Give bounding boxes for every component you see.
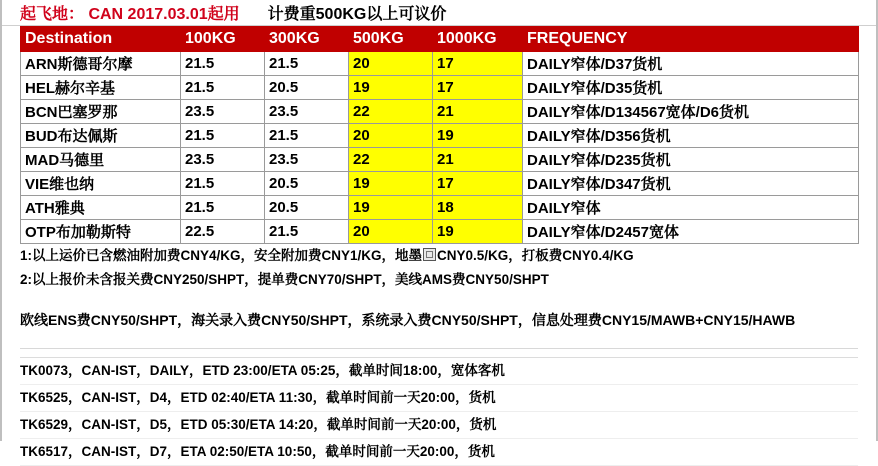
cell-100kg: 21.5 — [181, 52, 265, 76]
origin-title: 起飞地： CAN 2017.03.01起用 — [20, 6, 240, 23]
column-header-100kg: 100KG — [181, 27, 265, 52]
table-row — [21, 124, 859, 148]
cell-destination: ARN斯德哥尔摩 — [21, 52, 181, 76]
cell-100kg: 21.5 — [181, 172, 265, 196]
table-row — [21, 100, 859, 124]
cell-500kg: 20 — [349, 52, 433, 76]
cell-1000kg: 19 — [433, 220, 523, 244]
cell-frequency: DAILY窄体/D235货机 — [523, 148, 859, 172]
cell-destination: MAD马德里 — [21, 148, 181, 172]
cell-300kg: 21.5 — [265, 220, 349, 244]
column-header-frequency: FREQUENCY — [523, 27, 859, 52]
cell-500kg: 22 — [349, 100, 433, 124]
notes-spacer-2 — [20, 334, 858, 348]
clipboard-icon — [423, 248, 436, 261]
cell-1000kg: 21 — [433, 148, 523, 172]
rates-table — [20, 26, 859, 244]
cell-100kg: 21.5 — [181, 76, 265, 100]
column-header-destination: Destination — [21, 27, 181, 52]
cell-1000kg: 17 — [433, 52, 523, 76]
cell-frequency: DAILY窄体/D2457宽体 — [523, 220, 859, 244]
column-header-300kg: 300KG — [265, 27, 349, 52]
table-row — [21, 196, 859, 220]
cell-500kg: 19 — [349, 172, 433, 196]
pricing-note: 计费重500KG以上可议价 — [267, 6, 447, 23]
cell-frequency: DAILY窄体/D35货机 — [523, 76, 859, 100]
flight-separator — [20, 349, 858, 358]
sheet-title-row — [2, 0, 876, 26]
cell-frequency: DAILY窄体/D134567宽体/D6货机 — [523, 100, 859, 124]
cell-500kg: 19 — [349, 196, 433, 220]
cell-300kg: 20.5 — [265, 76, 349, 100]
table-row — [21, 52, 859, 76]
column-header-1000kg: 1000KG — [433, 27, 523, 52]
cell-1000kg: 21 — [433, 100, 523, 124]
table-row — [21, 172, 859, 196]
table-row — [21, 220, 859, 244]
cell-1000kg: 17 — [433, 172, 523, 196]
table-row — [21, 148, 859, 172]
cell-300kg: 20.5 — [265, 172, 349, 196]
flight-line: TK6517，CAN-IST，D7，ETA 02:50/ETA 10:50，截单时间前一天20:00，货机 — [20, 439, 858, 466]
cell-frequency: DAILY窄体/D37货机 — [523, 52, 859, 76]
cell-300kg: 23.5 — [265, 148, 349, 172]
cell-destination: OTP布加勒斯特 — [21, 220, 181, 244]
cell-100kg: 23.5 — [181, 100, 265, 124]
cell-destination: BUD布达佩斯 — [21, 124, 181, 148]
flight-line: TK0073，CAN-IST，DAILY，ETD 23:00/ETA 05:25，截单时间18:00，宽体客机 — [20, 358, 858, 385]
cell-100kg: 21.5 — [181, 124, 265, 148]
cell-500kg: 20 — [349, 124, 433, 148]
flight-line: TK6525，CAN-IST，D4，ETD 02:40/ETA 11:30，截单时间前一天20:00，货机 — [20, 385, 858, 412]
flight-line: TK6529，CAN-IST，D5，ETD 05:30/ETA 14:20，截单时间前一天20:00，货机 — [20, 412, 858, 439]
cell-frequency: DAILY窄体 — [523, 196, 859, 220]
note-line-3: 欧线ENS费CNY50/SHPT，海关录入费CNY50/SHPT，系统录入费CNY50/SHPT，信息处理费CNY15/MAWB+CNY15/HAWB — [20, 312, 796, 328]
cell-destination: ATH雅典 — [21, 196, 181, 220]
cell-destination: HEL赫尔辛基 — [21, 76, 181, 100]
note-line-1-part-a: 1:以上运价已含燃油附加费CNY4/KG，安全附加费CNY1/KG，地墨 — [20, 248, 423, 263]
cell-300kg: 23.5 — [265, 100, 349, 124]
cell-300kg: 21.5 — [265, 52, 349, 76]
table-row — [21, 76, 859, 100]
cell-destination: VIE维也纳 — [21, 172, 181, 196]
cell-1000kg: 17 — [433, 76, 523, 100]
cell-500kg: 20 — [349, 220, 433, 244]
cell-frequency: DAILY窄体/D347货机 — [523, 172, 859, 196]
cell-destination: BCN巴塞罗那 — [21, 100, 181, 124]
cell-frequency: DAILY窄体/D356货机 — [523, 124, 859, 148]
notes-block — [20, 244, 858, 348]
note-line-2: 2:以上报价未含报关费CNY250/SHPT，提单费CNY70/SHPT，美线AMS费CNY50/SHPT — [20, 272, 549, 287]
cell-1000kg: 19 — [433, 124, 523, 148]
cell-1000kg: 18 — [433, 196, 523, 220]
cell-100kg: 21.5 — [181, 196, 265, 220]
column-header-500kg: 500KG — [349, 27, 433, 52]
cell-500kg: 19 — [349, 76, 433, 100]
cell-300kg: 21.5 — [265, 124, 349, 148]
flight-schedule-block — [20, 348, 858, 466]
note-line-1-part-b: CNY0.5/KG，打板费CNY0.4/KG — [437, 248, 634, 263]
cell-500kg: 22 — [349, 148, 433, 172]
notes-spacer — [20, 292, 858, 306]
cell-100kg: 23.5 — [181, 148, 265, 172]
table-header-row — [21, 27, 859, 52]
cell-100kg: 22.5 — [181, 220, 265, 244]
cell-300kg: 20.5 — [265, 196, 349, 220]
note-line-1 — [20, 244, 858, 268]
